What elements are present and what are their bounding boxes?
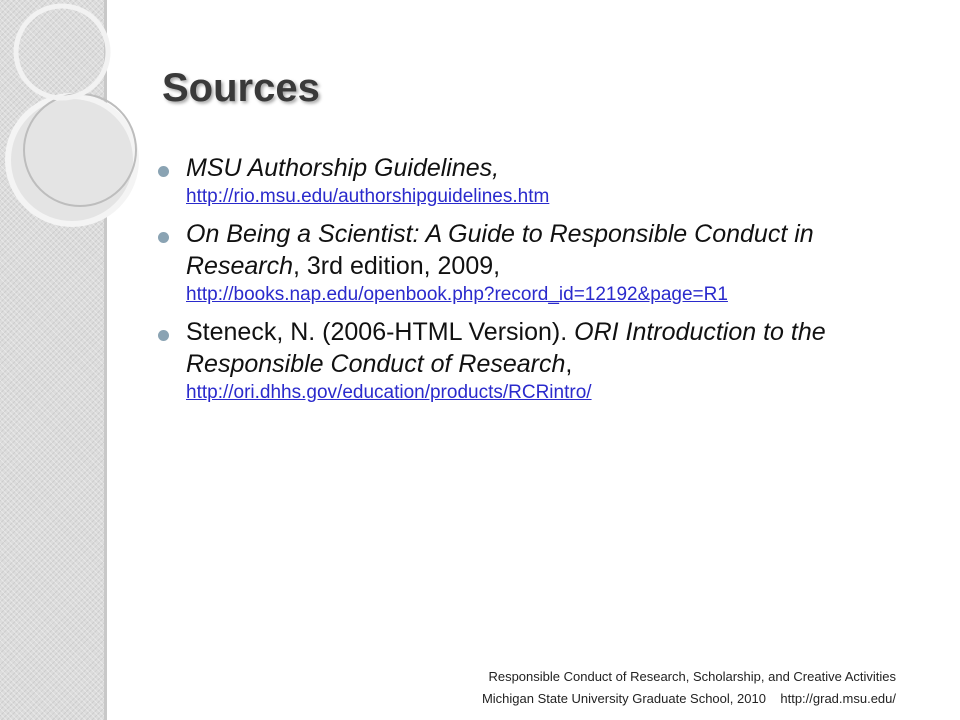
source-title: ORI Introduction to the Responsible Conduct of Research (186, 318, 826, 378)
source-entry (186, 152, 898, 210)
source-item-on-being-a-scientist (158, 218, 898, 308)
source-item-msu-authorship (158, 152, 898, 210)
source-link[interactable]: http://ori.dhhs.gov/education/products/RCRintro/ (186, 382, 592, 403)
source-author: Steneck, N. (2006-HTML Version). (186, 318, 568, 346)
source-punctuation: , (565, 350, 573, 378)
bullet-icon (158, 232, 169, 243)
source-link[interactable]: http://rio.msu.edu/authorshipguidelines.htm (186, 186, 550, 207)
footer-line-2: Michigan State University Graduate School, 2010 http://grad.msu.edu/ (481, 691, 896, 706)
source-title: On Being a Scientist: A Guide to Responsible Conduct in Research (186, 220, 814, 280)
source-detail: , 3rd edition, 2009, (293, 252, 501, 280)
footer-line-1: Responsible Conduct of Research, Scholarship, and Creative Activities (488, 669, 896, 684)
decorative-circles (0, 0, 170, 260)
source-link[interactable]: http://books.nap.edu/openbook.php?record_id=12192&page=R1 (186, 284, 728, 305)
footer (482, 666, 896, 710)
source-entry (186, 218, 898, 308)
bullet-icon (158, 330, 169, 341)
source-item-ori-introduction (158, 316, 898, 406)
source-entry (186, 316, 898, 406)
page-title: Sources (162, 66, 320, 110)
bullet-icon (158, 166, 169, 177)
sources-list (158, 152, 898, 414)
source-title: MSU Authorship Guidelines, (186, 154, 500, 182)
